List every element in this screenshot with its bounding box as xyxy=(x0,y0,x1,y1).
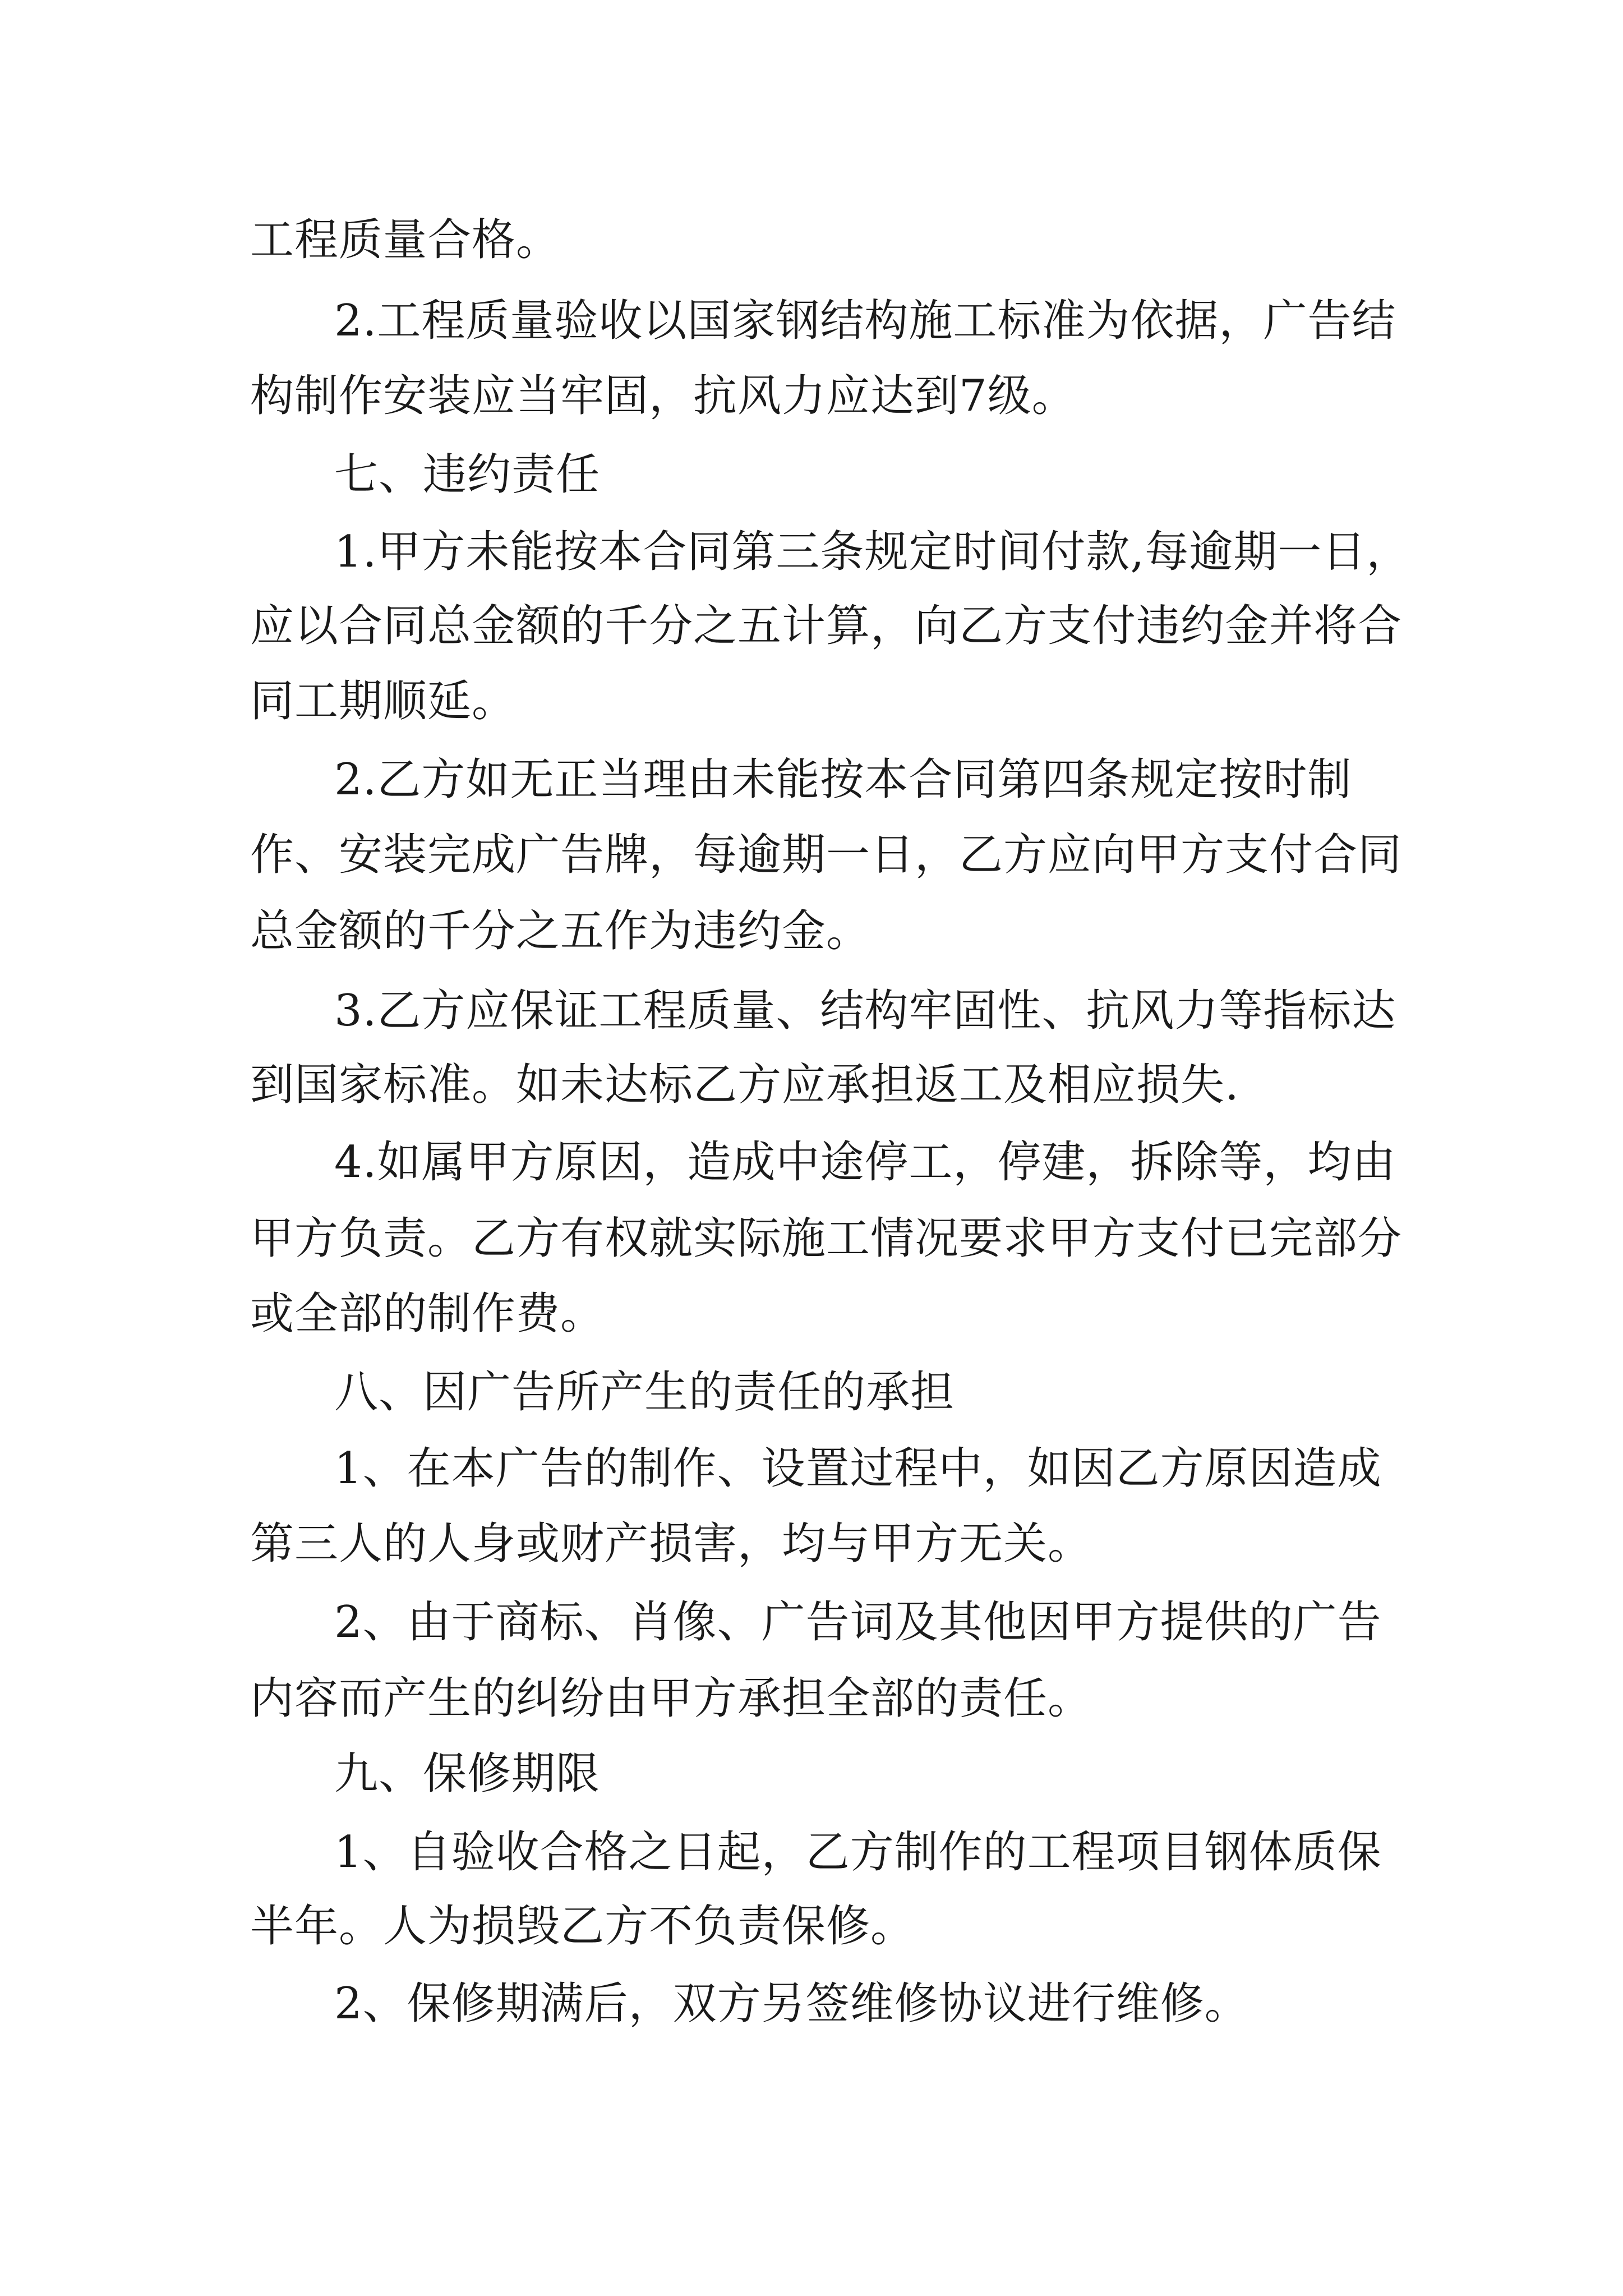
text-line: 作、安装完成广告牌，每逾期一日，乙方应向甲方支付合同 xyxy=(250,830,1403,880)
section-heading: 七、违约责任 xyxy=(334,449,601,500)
text-line: 半年。人为损毁乙方不负责保修。 xyxy=(250,1901,915,1952)
text-line: 内容而产生的纠纷由甲方承担全部的责任。 xyxy=(250,1673,1092,1724)
text-line: 2、保修期满后，双方另签维修协议进行维修。 xyxy=(334,1978,1249,2029)
text-line: 总金额的千分之五作为违约金。 xyxy=(250,906,871,956)
text-line: 2、由于商标、肖像、广告词及其他因甲方提供的广告 xyxy=(334,1597,1382,1648)
text-line: 1、自验收合格之日起，乙方制作的工程项目钢体质保 xyxy=(334,1827,1382,1878)
text-line: 1、在本广告的制作、设置过程中，如因乙方原因造成 xyxy=(334,1443,1382,1494)
text-line: 应以合同总金额的千分之五计算，向乙方支付违约金并将合 xyxy=(250,601,1403,651)
text-line: 3.乙方应保证工程质量、结构牢固性、抗风力等指标达 xyxy=(334,986,1396,1036)
section-heading: 八、因广告所产生的责任的承担 xyxy=(334,1367,955,1418)
text-line: 1.甲方未能按本合同第三条规定时间付款,每逾期一日， xyxy=(334,527,1411,577)
text-line: 2.乙方如无正当理由未能按本合同第四条规定按时制 xyxy=(334,754,1352,805)
text-line: 4.如属甲方原因，造成中途停工，停建，拆除等，均由 xyxy=(334,1137,1396,1188)
text-line: 或全部的制作费。 xyxy=(250,1289,605,1339)
text-line: 甲方负责。乙方有权就实际施工情况要求甲方支付已完部分 xyxy=(250,1213,1403,1264)
text-line: 工程质量合格。 xyxy=(250,215,561,265)
text-line: 到国家标准。如未达标乙方应承担返工及相应损失. xyxy=(250,1060,1239,1110)
text-line: 同工期顺延。 xyxy=(250,676,517,726)
section-heading: 九、保修期限 xyxy=(334,1749,601,1799)
text-line: 2.工程质量验收以国家钢结构施工标准为依据，广告结 xyxy=(334,296,1396,346)
text-line: 第三人的人身或财产损害，均与甲方无关。 xyxy=(250,1519,1092,1569)
text-line: 构制作安装应当牢固，抗风力应达到7级。 xyxy=(250,371,1076,421)
